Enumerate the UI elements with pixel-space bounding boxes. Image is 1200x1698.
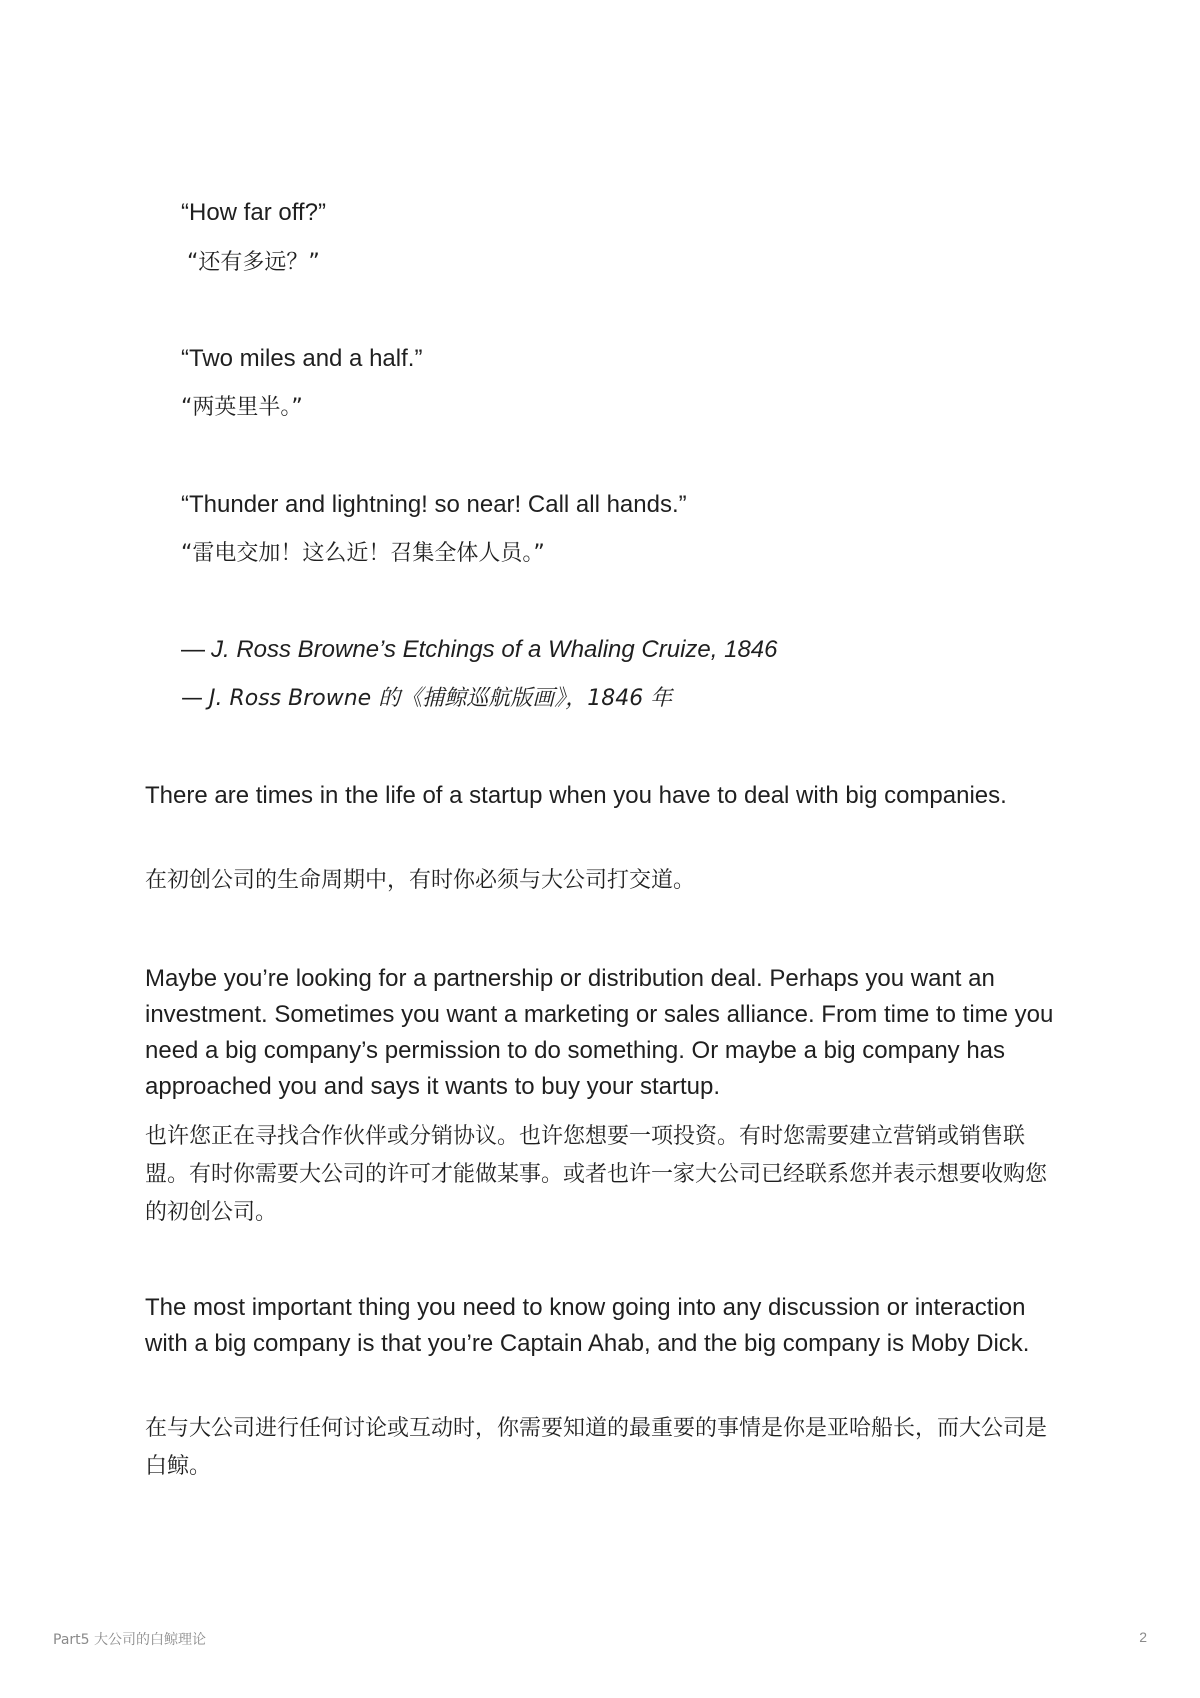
paragraph-zh-3: 在与大公司进行任何讨论或互动时，你需要知道的最重要的事情是你是亚哈船长，而大公司是白鲸。 [145, 1416, 1048, 1479]
quote-en-2: “Two miles and a half.” [181, 345, 423, 372]
paragraph-zh-2: 也许您正在寻找合作伙伴或分销协议。也许您想要一项投资。有时您需要建立营销或销售联盟。有时你需要大公司的许可才能做某事。或者也许一家大公司已经联系您并表示想要收购您的初创公司。 [145, 1124, 1048, 1225]
attribution-zh [181, 682, 672, 716]
paragraph-en-2: Maybe you’re looking for a partnership or distribution deal. Perhaps you want an investment. Sometimes you want a marketing or sales alliance. From time to time you need a big company’s permission to do something. Or maybe a big company has approached you and says it wants to buy your startup. [145, 965, 1054, 1100]
quote-zh-3: “雷电交加！这么近！召集全体人员。” [181, 541, 545, 566]
quote-zh-2: “两英里半。” [181, 395, 303, 420]
attribution-zh-text: J. Ross Browne 的《捕鲸巡航版画》，1846 年 [209, 686, 673, 711]
attribution-en-text: J. Ross Browne’s Etchings of a Whaling Cruize, 1846 [211, 636, 778, 663]
quote-zh-1: “还有多远？” [187, 250, 320, 275]
paragraph-en-3: The most important thing you need to know going into any discussion or interaction with a big company is that you’re Captain Ahab, and the big company is Moby Dick. [145, 1294, 1030, 1357]
quote-en-1: “How far off?” [181, 199, 326, 226]
em-dash: — [181, 636, 205, 663]
page-number: 2 [1139, 1629, 1147, 1645]
paragraph-en-1: There are times in the life of a startup when you have to deal with big companies. [145, 782, 1007, 809]
em-dash-zh: — [181, 686, 203, 711]
footer-section-title: Part5 大公司的白鲸理论 [53, 1632, 206, 1648]
attribution-en [181, 633, 778, 667]
paragraph-zh-1: 在初创公司的生命周期中，有时你必须与大公司打交道。 [145, 868, 696, 893]
quote-en-3: “Thunder and lightning! so near! Call all hands.” [181, 491, 687, 518]
